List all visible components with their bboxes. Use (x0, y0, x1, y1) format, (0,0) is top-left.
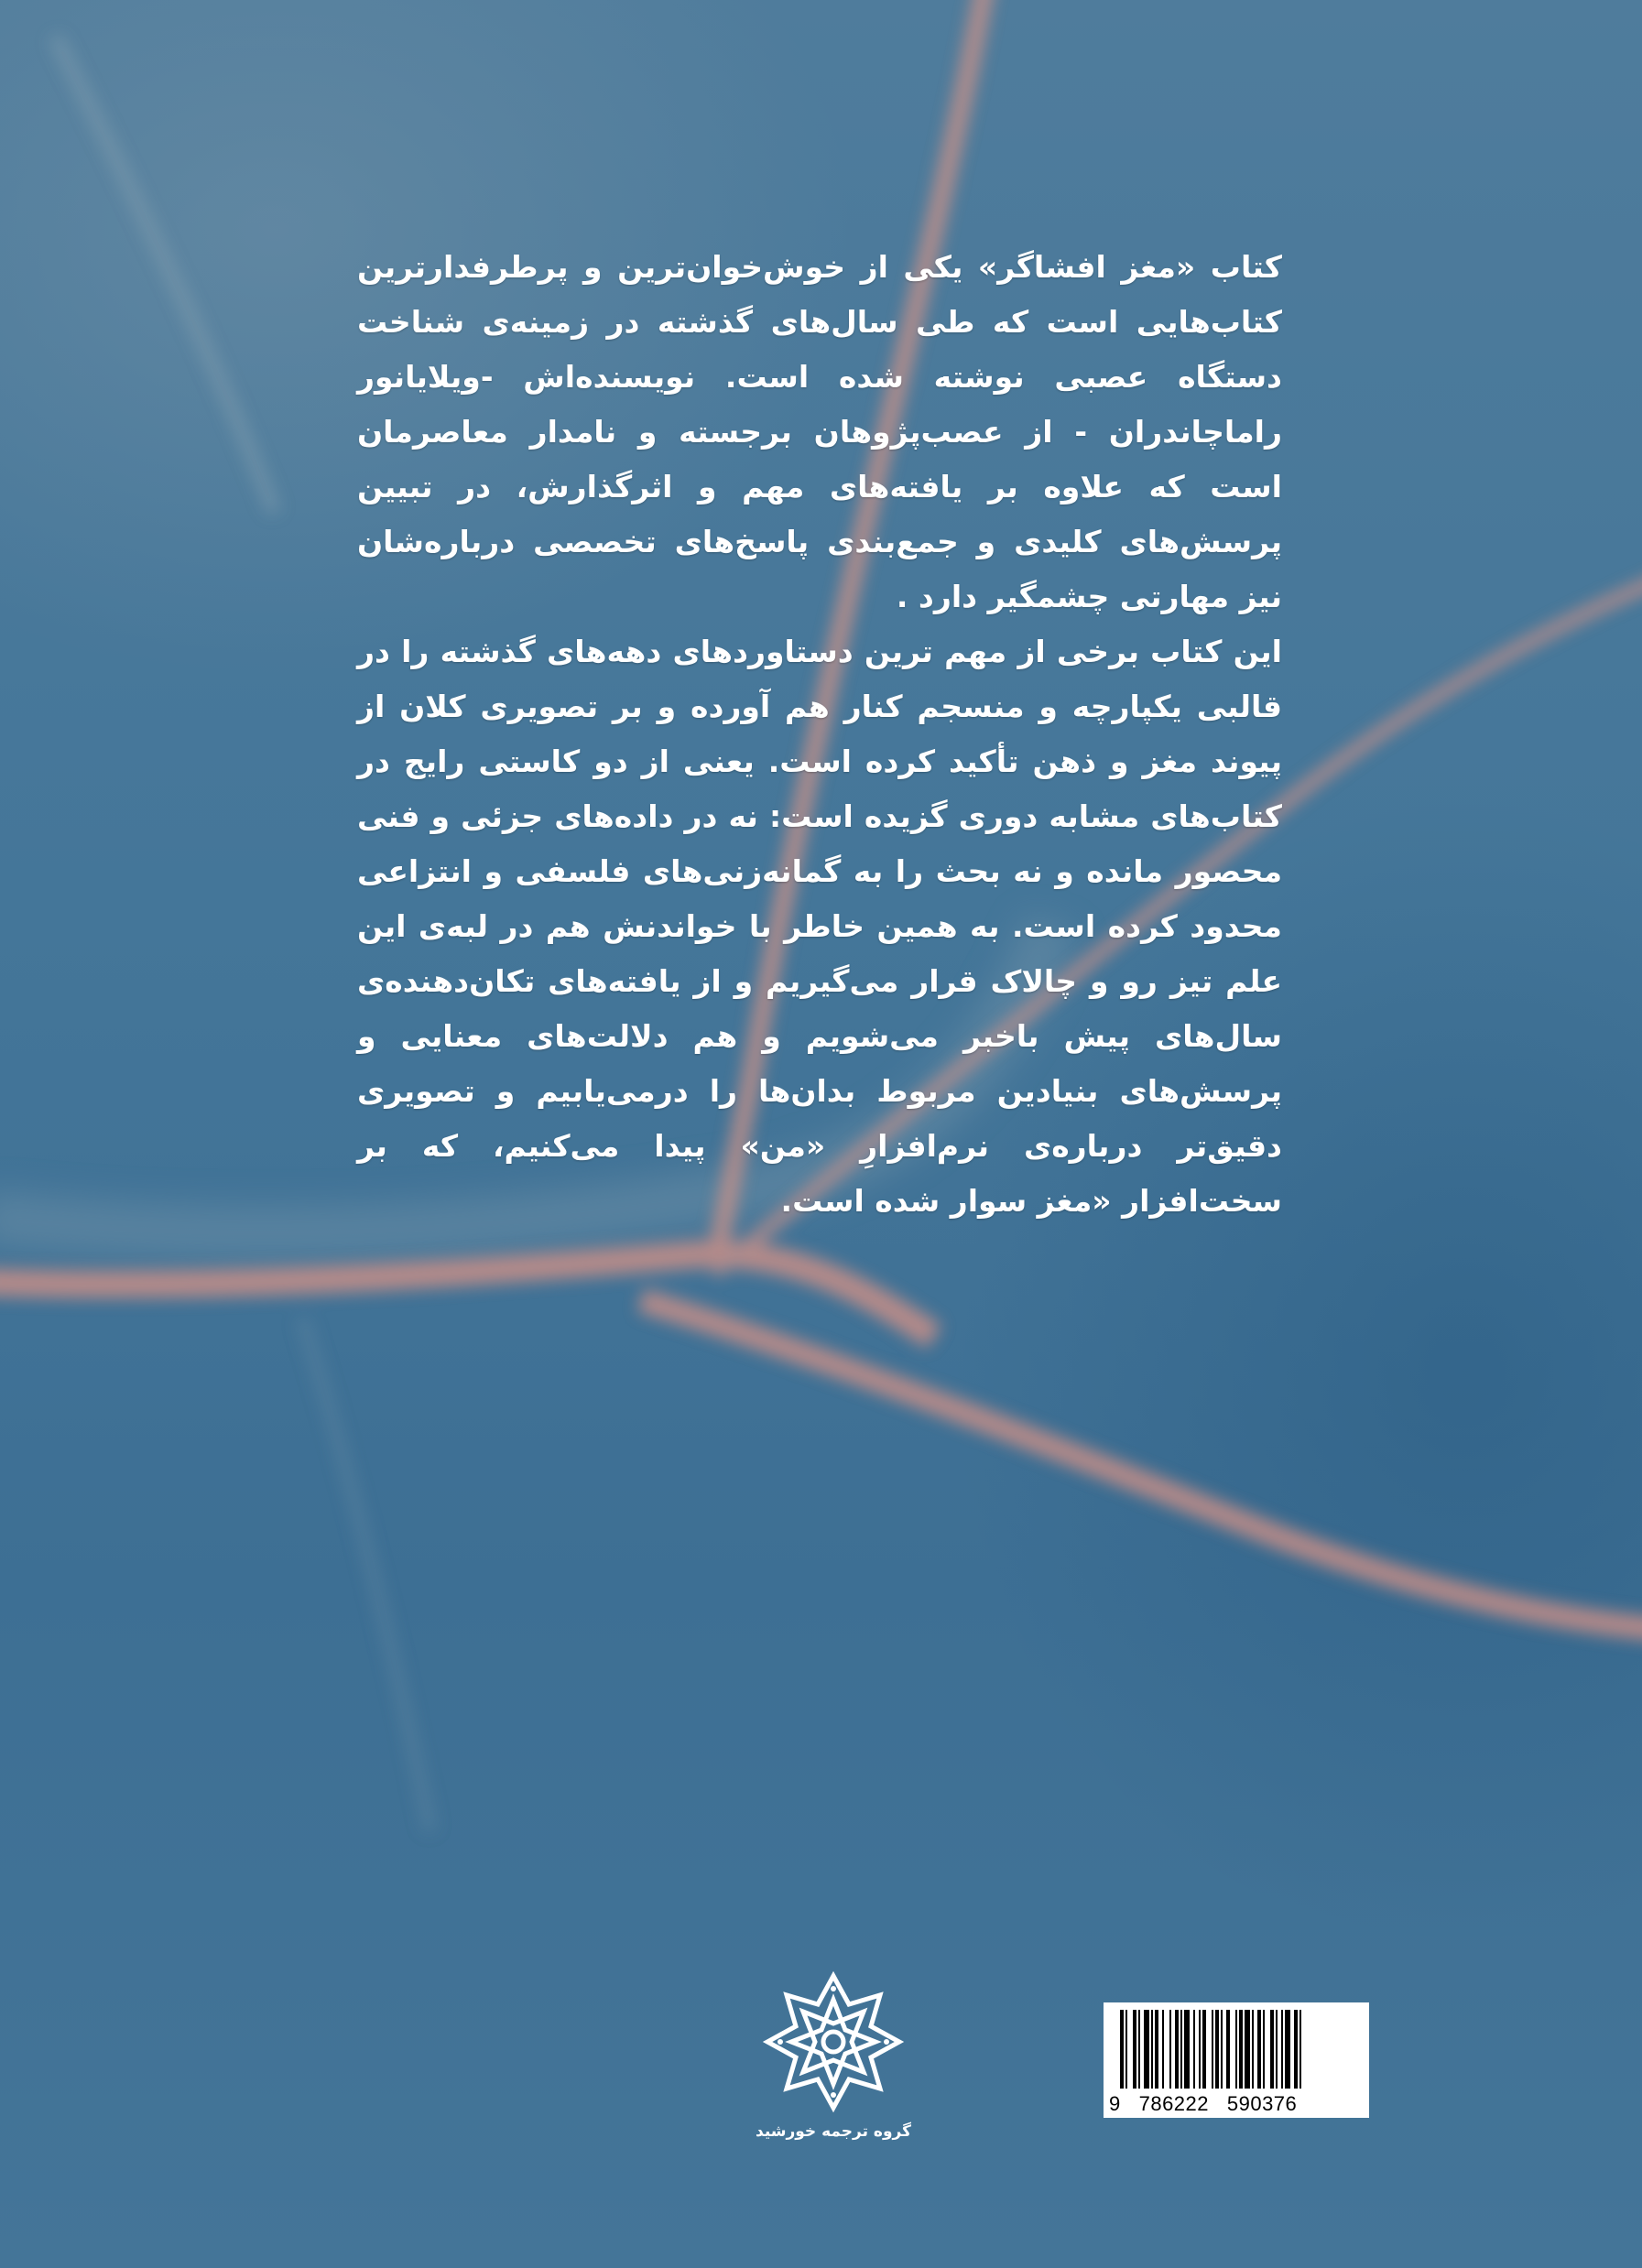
isbn-barcode (1104, 2002, 1369, 2118)
blurb-paragraph-2: این کتاب برخی از مهم ترین دستاوردهای دهه‌های گذشته را در قالبی یکپارچه و منسجم کنار هم آورده و بر تصویری کلان از پیوند مغز و ذهن تأکید کرده است. یعنی از دو کاستی رایج در کتاب‌های مشابه دوری گزیده است: نه در داده‌های جزئی و فنی محصور مانده و نه بحث را به گمانه‌زنی‌های فلسفی و انتزاعی محدود کرده است. به همین خاطر با خواندنش هم در لبه‌ی این علم تیز رو و چالاک قرار می‌گیریم و از یافته‌های تکان‌دهنده‌ی سال‌های پیش باخبر می‌شویم و هم دلالت‌های معنایی و پرسش‌های بنیادین مربوط بدان‌ها را درمی‌یابیم و تصویری دقیق‌تر درباره‌ی نرم‌افزارِ «من» پیدا می‌کنیم، که بر سخت‌افزار «مغز سوار شده است. (357, 634, 1282, 1219)
isbn-right-group: 590376 (1226, 2092, 1298, 2115)
isbn-digits (1109, 2092, 1365, 2116)
isbn-first-digit: 9 (1109, 2092, 1121, 2115)
publisher-block (733, 1969, 934, 2141)
isbn-left-group: 786222 (1138, 2092, 1210, 2115)
publisher-logo-icon (760, 1969, 907, 2115)
back-cover-blurb (357, 240, 1282, 1229)
publisher-name: گروه ترجمه خورشید (756, 2122, 911, 2141)
blurb-paragraph-1: کتاب «مغز افشاگر» یکی از خوش‌خوان‌ترین و پرطرفدارترین کتاب‌هایی است که طی سال‌های گذشته در زمینه‌ی شناخت دستگاه عصبی نوشته شده است. نویسنده‌اش -ویلایانور راماچاندران - از عصب‌پژوهان برجسته و نامدار معاصرمان است که علاوه بر یافته‌های مهم و اثرگذارش، در تبیین پرسش‌های کلیدی و جمع‌بندی پاسخ‌های تخصصی درباره‌شان نیز مهارتی چشمگیر دارد . (357, 249, 1282, 614)
